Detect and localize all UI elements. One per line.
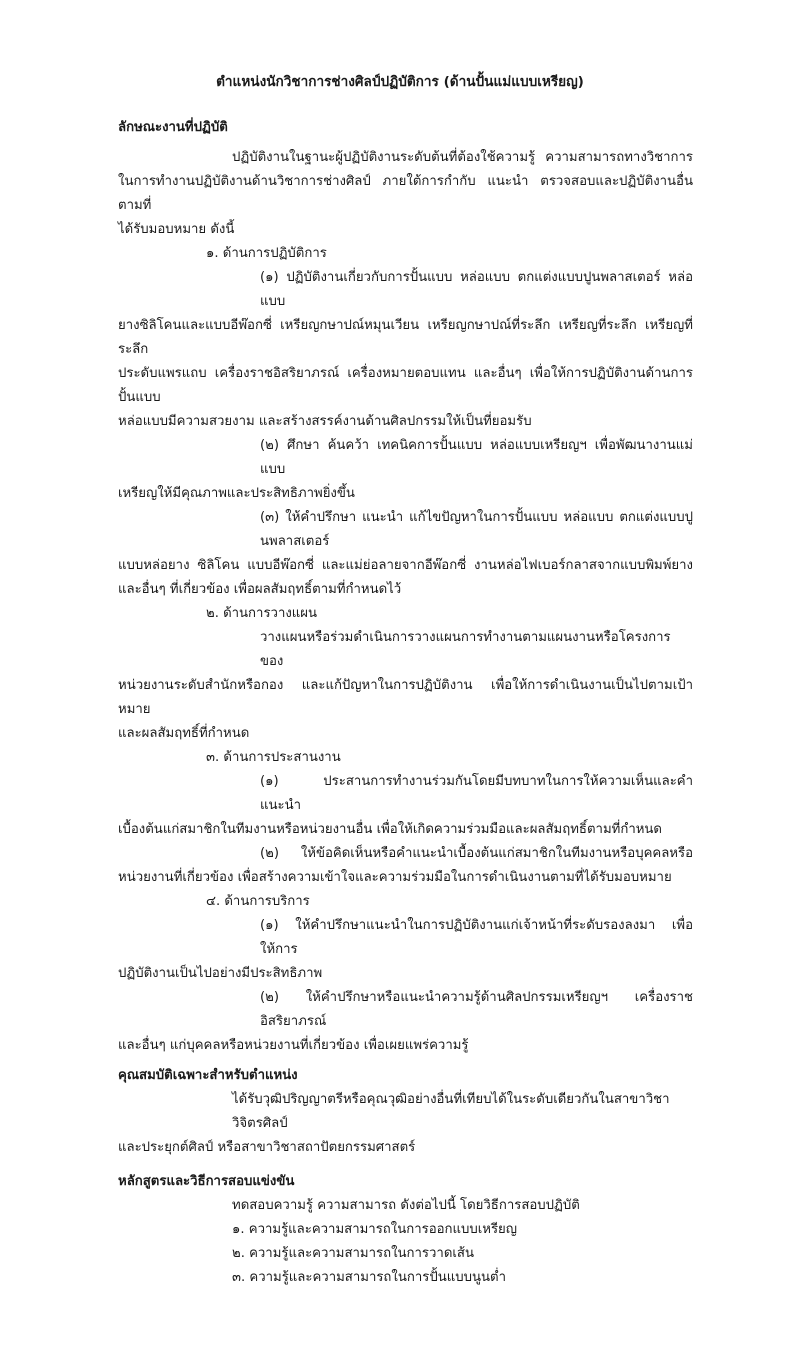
subsection-heading: ๑. ด้านการปฏิบัติการ <box>206 246 327 261</box>
paragraph-line: และผลสัมฤทธิ์ที่กำหนด <box>118 726 250 741</box>
paragraph-line: ปฏิบัติงานในฐานะผู้ปฏิบัติงานระดับต้นที่ต้องใช้ความรู้ ความสามารถทางวิชาการ <box>232 150 693 165</box>
page-title: ตำแหน่งนักวิชาการช่างศิลป์ปฏิบัติการ (ด้านปั้นแม่แบบเหรียญ) <box>216 74 584 90</box>
paragraph-line: ประดับแพรแถบ เครื่องราชอิสริยาภรณ์ เครื่องหมายตอบแทน และอื่นๆ เพื่อให้การปฏิบัติงานด้านการปั้นแบบ <box>118 366 693 405</box>
paragraph-line: ได้รับมอบหมาย ดังนี้ <box>118 222 235 237</box>
paragraph-line: ยางซิลิโคนและแบบอีพ๊อกซี่ เหรียญกษาปณ์หมุนเวียน เหรียญกษาปณ์ที่ระลึก เหรียญที่ระลึก เหรียญที่ระลึก <box>118 318 693 357</box>
paragraph-line: ทดสอบความรู้ ความสามารถ ดังต่อไปนี้ โดยวิธีการสอบปฏิบัติ <box>232 1198 580 1213</box>
paragraph-line: เหรียญให้มีคุณภาพและประสิทธิภาพยิ่งขึ้น <box>118 486 355 501</box>
section-heading-qualifications: คุณสมบัติเฉพาะสำหรับตำแหน่ง <box>118 1068 298 1083</box>
paragraph-line: หล่อแบบมีความสวยงาม และสร้างสรรค์งานด้านศิลปกรรมให้เป็นที่ยอมรับ <box>118 414 532 429</box>
subsection-heading: ๒. ด้านการวางแผน <box>206 606 318 621</box>
paragraph-line: หน่วยงานที่เกี่ยวข้อง เพื่อสร้างความเข้าใจและความร่วมมือในการดำเนินงานตามที่ได้รับมอบหมาย <box>118 870 672 885</box>
paragraph-line: หน่วยงานระดับสำนักหรือกอง และแก้ปัญหาในการปฏิบัติงาน เพื่อให้การดำเนินงานเป็นไปตามเป้าหมาย <box>118 678 693 717</box>
subsection-heading: ๔. ด้านการบริการ <box>206 894 310 909</box>
paragraph-line: (๒) ให้ข้อคิดเห็นหรือคำแนะนำเบื้องต้นแก่สมาชิกในทีมงานหรือบุคคลหรือ <box>260 846 693 861</box>
paragraph-line: (๑) ประสานการทำงานร่วมกันโดยมีบทบาทในการให้ความเห็นและคำแนะนำ <box>260 774 693 813</box>
paragraph-line: (๒) ศึกษา ค้นคว้า เทคนิคการปั้นแบบ หล่อแบบเหรียญฯ เพื่อพัฒนางานแม่แบบ <box>260 438 693 477</box>
paragraph-line: แบบหล่อยาง ซิลิโคน แบบอีพ๊อกซี่ และแม่ย่อลายจากอีพ๊อกซี่ งานหล่อไฟเบอร์กลาสจากแบบพิมพ์ยาง <box>118 558 693 573</box>
section-heading-job-nature: ลักษณะงานที่ปฏิบัติ <box>118 120 228 135</box>
paragraph-line: เบื้องต้นแก่สมาชิกในทีมงานหรือหน่วยงานอื่น เพื่อให้เกิดความร่วมมือและผลสัมฤทธิ์ตามที่กำหนด <box>118 822 662 837</box>
paragraph-line: และอื่นๆ แก่บุคคลหรือหน่วยงานที่เกี่ยวข้อง เพื่อเผยแพร่ความรู้ <box>118 1038 469 1053</box>
section-heading-exam: หลักสูตรและวิธีการสอบแข่งขัน <box>118 1174 295 1189</box>
paragraph-line: ในการทำงานปฏิบัติงานด้านวิชาการช่างศิลป์ ภายใต้การกำกับ แนะนำ ตรวจสอบและปฏิบัติงานอื่นตามที่ <box>118 174 693 213</box>
paragraph-line: และประยุกต์ศิลป์ หรือสาขาวิชาสถาปัตยกรรมศาสตร์ <box>118 1140 416 1155</box>
paragraph-line: (๒) ให้คำปรึกษาหรือแนะนำความรู้ด้านศิลปกรรมเหรียญฯ เครื่องราชอิสริยาภรณ์ <box>260 990 693 1029</box>
paragraph-line: ได้รับวุฒิปริญญาตรีหรือคุณวุฒิอย่างอื่นที่เทียบได้ในระดับเดียวกันในสาขาวิชาวิจิตรศิลป์ <box>232 1092 670 1131</box>
paragraph-line: และอื่นๆ ที่เกี่ยวข้อง เพื่อผลสัมฤทธิ์ตามที่กำหนดไว้ <box>118 582 402 597</box>
paragraph-line: (๑) ให้คำปรึกษาแนะนำในการปฏิบัติงานแก่เจ้าหน้าที่ระดับรองลงมา เพื่อให้การ <box>260 918 693 957</box>
exam-item: ๒. ความรู้และความสามารถในการวาดเส้น <box>232 1246 474 1261</box>
exam-item: ๑. ความรู้และความสามารถในการออกแบบเหรียญ <box>232 1222 518 1237</box>
exam-item: ๓. ความรู้และความสามารถในการปั้นแบบนูนต่ำ <box>232 1270 506 1285</box>
paragraph-line: ปฏิบัติงานเป็นไปอย่างมีประสิทธิภาพ <box>118 966 323 981</box>
paragraph-line: (๑) ปฏิบัติงานเกี่ยวกับการปั้นแบบ หล่อแบบ ตกแต่งแบบปูนพลาสเตอร์ หล่อแบบ <box>260 270 693 309</box>
subsection-heading: ๓. ด้านการประสานงาน <box>206 750 341 765</box>
paragraph-line: วางแผนหรือร่วมดำเนินการวางแผนการทำงานตามแผนงานหรือโครงการของ <box>260 630 671 669</box>
paragraph-line: (๓) ให้คำปรึกษา แนะนำ แก้ไขปัญหาในการปั้นแบบ หล่อแบบ ตกแต่งแบบปูนพลาสเตอร์ <box>260 510 693 549</box>
